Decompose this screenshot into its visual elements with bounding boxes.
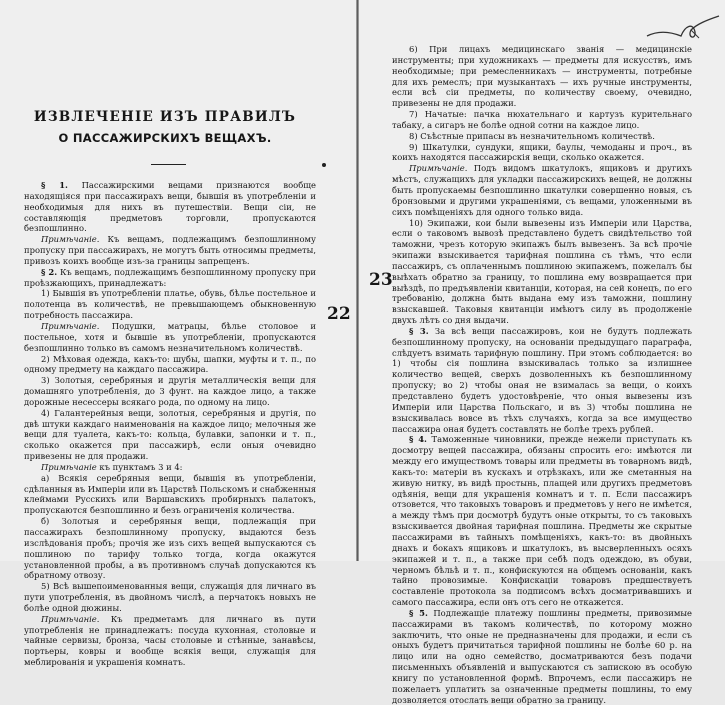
paragraph-text: 3) Золотыя, серебряныя и другія металлическія вещи для домашняго употребленія, до 3 фунт. на каждое лицо, а также дорожные несессеры всякаго рода, по одному на лицо.	[24, 375, 316, 407]
paragraph-text: Къ предметамъ для личнаго въ пути употребленія не принадлежатъ: посуда кухонная, столовые и чайные сервизы, бронза, часы столовые и стѣнные, занавѣсы, портьеры, ковры и вообще всякія вещи, служащія для меблированія и украшенія комнатъ.	[24, 613, 316, 668]
note-paragraph	[24, 321, 316, 354]
note-paragraph	[392, 163, 692, 217]
ink-spot	[322, 163, 326, 167]
paragraph-text: Подушки, матрацы, бѣлье столовое и постельное, хотя и бывшіе въ употребленіи, пропускаются безпошлинно только въ самомъ незначительномъ количествѣ.	[24, 320, 316, 353]
paragraph	[24, 516, 316, 581]
note-label: Примѣчаніе.	[41, 613, 100, 624]
section-number: § 5.	[409, 607, 428, 618]
note-label: Примѣчаніе.	[409, 163, 468, 174]
paragraph	[24, 473, 316, 516]
right-page	[359, 0, 725, 705]
note-label: Примѣчаніе.	[41, 320, 100, 331]
document-title: ИЗВЛЕЧЕНІЕ ИЗЪ ПРАВИЛЪ	[33, 109, 297, 125]
paragraph	[24, 288, 316, 321]
paragraph-text: 4) Галантерейныя вещи, золотыя, серебряныя и другія, по двѣ штуки каждаго наименованія на каждое лицо; мелочныя же вещи для туалета, какъ-то: кольца, булавки, запонки и т. п., сколько окажется при пассажирѣ, если оныя очевидно привезены не для продажи.	[24, 407, 316, 462]
paragraph	[392, 326, 692, 434]
note-label: Примѣчаніе.	[41, 234, 100, 245]
paragraph	[392, 131, 692, 142]
title-divider	[151, 164, 186, 165]
left-page	[0, 0, 357, 668]
paragraph	[392, 434, 692, 608]
page-number-right: 23	[369, 270, 393, 290]
paragraph-text: а) Всякія серебряныя вещи, бывшія въ употребленіи, сдѣланныя въ Имперіи или въ Царствѣ Польскомъ и снабженныя клеймами Русскихъ или Варшавскихъ пробирныхъ палатокъ, пропускаются безпошлинно и безъ ограниченія количества.	[24, 472, 316, 516]
section-number: § 1.	[41, 180, 68, 190]
paragraph-text: къ пунктамъ 3 и 4:	[96, 461, 183, 472]
paragraph	[24, 408, 316, 462]
paragraph-text: 5) Всѣ вышепоименованныя вещи, служащія для личнаго въ пути употребленія, въ двойномъ числѣ, а перчатокъ новыхъ не болѣе одной дюжины.	[24, 581, 316, 613]
paragraph-text: 7) Начатые: пачка нюхательнаго и картузъ курительнаго табаку, а сигаръ не болѣе одной сотни на каждое лицо.	[392, 109, 692, 130]
document-subtitle: О ПАССАЖИРСКИХЪ ВЕЩАХЪ.	[58, 131, 272, 145]
paragraph-text: Къ вещамъ, подлежащимъ безпошлинному пропуску при пассажирахъ, не могутъ быть относимы предметы, привозъ коихъ вообще изъ-за границы запрещенъ.	[24, 234, 316, 266]
page-number-left: 22	[327, 304, 351, 324]
section-number: § 3.	[409, 325, 429, 336]
paragraph	[392, 109, 692, 131]
paragraph-text: За всѣ вещи пассажировъ, кои не будутъ подлежать безпошлинному пропуску, на основаніи предыдущаго параграфа, слѣдуетъ взимать тарифную пошлину. При этомъ соблюдается: во 1) чтобы сія пошлина взыскивалась только за излишнее количество вещей, сверхъ дозволенныхъ къ безпошлинному пропуску; во 2) чтобы оная не взималась за вещи, о коихъ представлено будетъ удостовѣреніе, что оныя вывезены изъ Имперіи или Царства Польскаго, и въ 3) чтобы пошлина не взыскивалась вовсе въ тѣхъ случаяхъ, когда за все имущество пассажира оная будетъ составлять не болѣе трехъ рублей.	[392, 325, 692, 434]
paragraph	[392, 44, 692, 109]
paragraph-text: 9) Шкатулки, сундуки, ящики, баулы, чемоданы и проч., въ коихъ находятся пассажирскія вещи, сколько окажется.	[392, 141, 692, 163]
paragraph-text: Пассажирскими вещами признаются вообще находящіяся при пассажирахъ вещи, бывшія въ употребленіи и необходимыя для нихъ въ путешествіи. Вещи сіи, не составляющія предметовъ торговли, пропускаются безпошлинно.	[24, 180, 316, 234]
paragraph-text: 2) Мѣховая одежда, какъ-то: шубы, шапки, муфты и т. п., по одному предмету на каждаго пассажира.	[24, 353, 316, 375]
section-number: § 4.	[409, 434, 427, 445]
paragraph	[24, 180, 316, 234]
section-number: § 2.	[41, 266, 58, 277]
note-label: Примѣчаніе	[41, 461, 97, 472]
paragraph	[392, 142, 692, 164]
paragraph-text: б) Золотыя и серебряныя вещи, подлежащія при пассажирахъ безпошлинному пропуску, выдаются безъ изслѣдованія пробъ; прочія же изъ сихъ вещей выпускаются съ пошлиною по тарифу только тогда, когда окажутся установленной пробы, а въ противномъ случаѣ допускаются къ обратному отвозу.	[24, 516, 316, 581]
paragraph-text: 1) Бывшія въ употребленіи платье, обувь, бѣлье постельное и полотенца въ количествѣ, не превышающемъ обыкновенную потребность пассажира.	[24, 288, 316, 321]
paragraph	[24, 354, 316, 376]
paragraph-text: Подлежащіе платежу пошлины предметы, привозимые пассажирами въ такомъ количествѣ, по которому можно заключить, что оные не предназначены для продажи, и если съ оныхъ будетъ причитаться тарифной пошлины не болѣе 60 р. на лицо или на одно семейство, досматриваются безъ подачи письменныхъ объявленій и выпускаются съ запискою въ особую книгу по установленной формѣ. Впрочемъ, если пассажиръ не пожелаетъ уплатить за означенные предметы пошлины, то ему дозволяется отослать вещи обратно за границу.	[392, 607, 692, 705]
note-paragraph	[24, 234, 316, 267]
paragraph	[392, 608, 692, 705]
paragraph-text: 10) Экипажи, кои были вывезены изъ Имперіи или Царства, если о таковомъ вывозѣ представлено будетъ свидѣтельство той таможни, чрезъ которую экипажъ былъ вывезенъ. За всѣ прочіе экипажи взыскивается тарифная пошлина съ тѣмъ, что если пассажиръ, съ оплаченнымъ пошлиною экипажемъ, пожелалъ бы выѣхать обратно за границу, то пошлина ему возвращается при выѣздѣ, по предъявленіи квитанціи, которая, на сей конецъ, по его требованію, должна быть выдана ему изъ таможни, пошлину взыскавшей. Таковыя квитанціи имѣютъ силу въ продолженіе двухъ лѣтъ со дня выдачи.	[392, 217, 692, 326]
left-page-text	[24, 180, 316, 668]
note-paragraph	[24, 462, 316, 473]
right-page-text	[392, 44, 692, 705]
paragraph	[24, 375, 316, 408]
paragraph	[24, 581, 316, 614]
handwritten-mark-icon	[641, 14, 721, 44]
paragraph-text: Подъ видомъ шкатулокъ, ящиковъ и другихъ мѣстъ, служащихъ для укладки пассажирскихъ вещей, не должны быть пропускаемы безпошлинно шкатулки совершенно новыя, съ бронзовыми и другими украшеніями, съ вещами, уложенными въ сихъ помѣщеніяхъ для одного только вида.	[392, 163, 692, 217]
paragraph-text: Къ вещамъ, подлежащимъ безпошлинному пропуску при проѣзжающихъ, принадлежатъ:	[24, 266, 316, 288]
paragraph	[24, 267, 316, 289]
paragraph-text: 8) Съѣстные припасы въ незначительномъ количествѣ.	[409, 130, 655, 141]
note-paragraph	[24, 614, 316, 668]
paragraph-text: 6) При лицахъ медицинскаго званія — медицинскіе инструменты; при художникахъ — предметы для искусствъ, имъ необходимые; при ремесленникахъ — инструменты, потребные для ихъ ремеслъ; при музыкантахъ — ихъ ручные инструменты, если всѣ сіи предметы, по количеству своему, очевидно, привезены не для продажи.	[392, 44, 692, 109]
paragraph-text: Таможенные чиновники, прежде нежели приступать къ досмотру вещей пассажира, обязаны спросить его: имѣются ли между его имуществомъ товары или предметы въ товарномъ видѣ, какъ-то: матеріи въ кускахъ и отрѣзкахъ, или же сметанныя на живую нитку, въ видѣ простынь, плащей или другихъ предметовъ одѣянія, вещи для украшенія комнатъ и т. п. Если пассажиръ отзовется, что таковыхъ товаровъ и предметовъ у него не имѣется, а между тѣмъ при досмотрѣ будутъ оные открыты, то съ таковыхъ взыскивается двойная тарифная пошлина. Предметы же скрытые пассажирами въ тайныхъ помѣщеніяхъ, какъ-то: въ двойныхъ днахъ и бокахъ ящиковъ и шкатулокъ, въ высверленныхъ осяхъ экипажей и т. п., а также при себѣ подъ одеждою, въ обуви, черномъ бѣльѣ и т. п., конфискуются на общемъ основаніи, какъ тайно провозимые. Конфискаціи товаровъ предшествуетъ составленіе протокола за подписомъ всѣхъ досматривавшихъ и самого пассажира, если онъ отъ сего не откажется.	[392, 434, 692, 608]
paragraph	[392, 218, 692, 326]
